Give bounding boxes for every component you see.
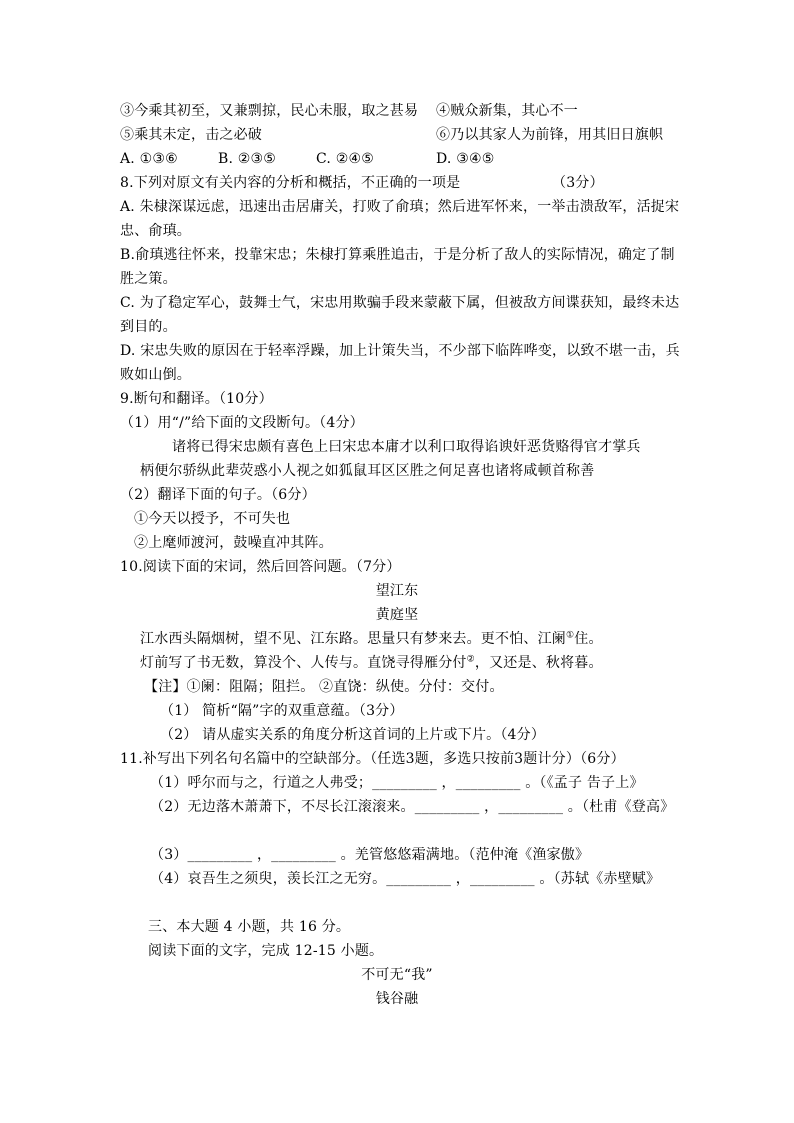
q8-option-c-line2: 到目的。 [120, 319, 177, 335]
q8-option-b-line1: B.俞瑱逃往怀来，投靠宋忠；朱棣打算乘胜追击，于是分析了敌人的实际情况，确定了制 [120, 247, 675, 263]
poem-line2-end: ，又还是、秋将暮。 [474, 655, 603, 671]
option-6-text: ⑥乃以其家人为前锋，用其旧日旗帜 [436, 127, 664, 143]
footnote-marker-1: ① [566, 630, 575, 641]
q8-option-a-line1: A. 朱棣深谋远虑，迅速出击居庸关，打败了俞瑱；然后进军怀来，一举击溃敌军，活捉宋 [120, 199, 680, 215]
question-8-score: （3分） [552, 175, 604, 191]
choice-d: D. ③④⑤ [436, 151, 495, 167]
option-3-text: ③今乘其初至，又兼剽掠，民心未服，取之甚易 [120, 103, 419, 119]
q8-option-d-line1: D. 宋忠失败的原因在于轻率浮躁，加上计策失当，不少部下临阵哗变，以致不堪一击，兵 [120, 343, 680, 359]
option-5-text: ⑤乘其未定，击之必破 [120, 127, 262, 143]
choice-b: B. ②③⑤ [218, 151, 277, 167]
question-9-2-sentence1: ①今天以授予，不可失也 [134, 511, 291, 527]
question-9: 9.断句和翻译。（10分） [120, 391, 273, 407]
q8-option-a-line2: 忠、俞瑱。 [120, 223, 191, 239]
question-11-1: （1）呼尔而与之，行道之人弗受；_________ ，_________ 。（《孟子 告子上》 [150, 775, 644, 791]
question-10-2: （2） 请从虚实关系的角度分析这首词的上片或下片。（4分） [160, 727, 546, 743]
poem-line1-end: 住。 [574, 631, 603, 647]
q8-option-c-line1: C. 为了稳定军心，鼓舞士气，宋忠用欺骗手段来蒙蔽下属，但被敌方间谍获知，最终未达 [120, 295, 680, 311]
choice-a: A. ①③⑥ [120, 151, 178, 167]
question-11-2: （2）无边落木萧萧下，不尽长江滚滚来。_________ ，_________ 。（杜甫《登高》 [150, 799, 675, 815]
choice-c: C. ②④⑤ [316, 151, 374, 167]
poem-line1-text: 江水西头隔烟树，望不见、江东路。思量只有梦来去。更不怕、江阑 [140, 631, 566, 647]
poem-line2-text: 灯前写了书无数，算没个、人传与。直饶寻得雁分付 [140, 655, 467, 671]
question-8: 8.下列对原文有关内容的分析和概括，不正确的一项是 [120, 175, 461, 191]
essay-title: 不可无“我” [361, 967, 433, 983]
question-9-1-text-line1: 诸将已得宋忠颇有喜色上曰宋忠本庸才以利口取得谄谀奸恶货赂得官才掌兵 [172, 439, 641, 455]
section-3-instruction: 阅读下面的文字，完成 12-15 小题。 [148, 943, 384, 959]
section-3-heading: 三、本大题 4 小题，共 16 分。 [148, 919, 351, 935]
question-9-2-sentence2: ②上麾师渡河，鼓噪直冲其阵。 [134, 535, 333, 551]
question-11: 11.补写出下列名句名篇中的空缺部分。（任选3题，多选只按前3题计分）（6分） [120, 751, 625, 767]
question-9-2: （2）翻译下面的句子。（6分） [120, 487, 316, 503]
question-10-1: （1） 简析“隔”字的双重意蕴。（3分） [160, 703, 404, 719]
option-4-text: ④贼众新集，其心不一 [436, 103, 578, 119]
question-11-4: （4）哀吾生之须臾，羡长江之无穷。_________ ，_________ 。（苏轼《赤壁赋》 [150, 871, 661, 887]
question-9-1-text-line2: 柄便尔骄纵此辈荧惑小人视之如狐鼠耳区区胜之何足喜也诸将咸顿首称善 [140, 463, 595, 479]
essay-author: 钱谷融 [375, 991, 419, 1007]
poem-line2 [140, 654, 603, 672]
question-11-3: （3）_________ ，_________ 。羌管悠悠霜满地。（范仲淹《渔家傲》 [150, 847, 590, 863]
question-9-1: （1）用“/”给下面的文段断句。（4分） [120, 415, 364, 431]
poem-line1 [140, 630, 603, 648]
poem-title: 望江东 [375, 583, 419, 599]
footnote-marker-2: ② [466, 654, 475, 665]
poem-author: 黄庭坚 [375, 607, 419, 623]
poem-note: 【注】①阑：阻隔；阻拦。 ②直饶：纵使。分付：交付。 [144, 679, 504, 695]
q8-option-b-line2: 胜之策。 [120, 271, 177, 287]
q8-option-d-line2: 败如山倒。 [120, 367, 191, 383]
question-10: 10.阅读下面的宋词，然后回答问题。（7分） [120, 559, 401, 575]
